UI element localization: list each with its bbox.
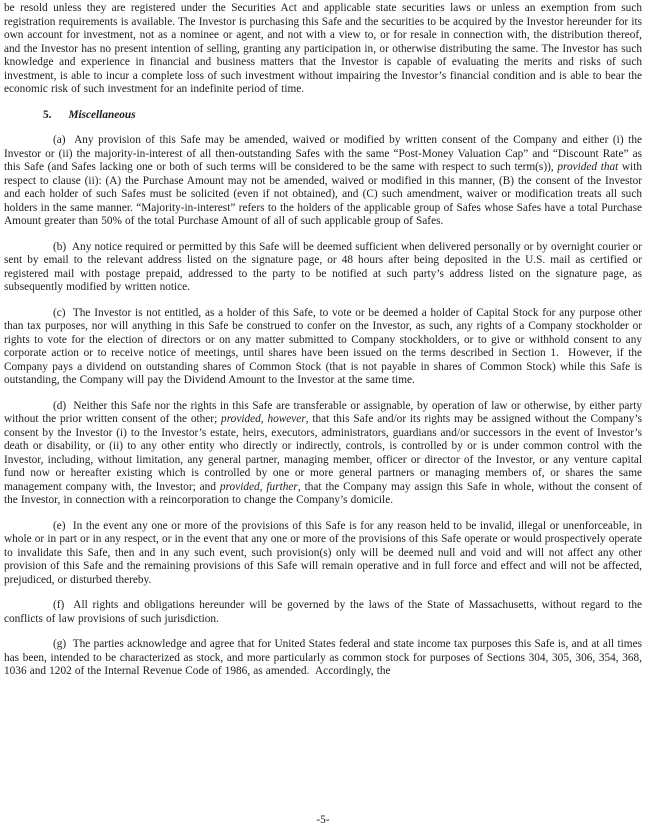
clause-f-governing-law: [4, 599, 642, 626]
text-run: (d) Neither this Safe nor the rights in this Safe are transferable or assignable, by operation of law or otherwise, by either party without the prior written consent of the other;: [4, 399, 642, 425]
clause-c-voting-rights: [4, 307, 642, 388]
text-run: (f) All rights and obligations hereunder will be governed by the laws of the State of Massachusetts, without regard to the conflicts of law provisions of such jurisdiction.: [4, 599, 642, 625]
text-run: , that the Company may assign this Safe in whole, without the consent of the Investor, in connection with a reincorporation to change the Company’s domicile.: [4, 480, 643, 506]
clause-g-tax-treatment: [4, 638, 642, 679]
text-run: Miscellaneous: [68, 108, 136, 121]
text-run: (e) In the event any one or more of the provisions of this Safe is for any reason held to be invalid, illegal or unenforceable, in whole or in part or in any respect, or in the event that any one or more of the provisions of this Safe operate or would prospectively operate to invalidate this Safe, then and in any such event, such provision(s) only will be deemed null and void and will not affect any other provision of this Safe and the remaining provisions of this Safe will remain operative and in full force and effect and will not be affected, prejudiced, or disturbed thereby.: [4, 519, 642, 586]
page-number: -5-: [316, 813, 330, 826]
text-run: provided that: [557, 161, 619, 173]
text-run: (b) Any notice required or permitted by this Safe will be deemed sufficient when delivered personally or by overnight courier or sent by email to the relevant address listed on the signature page, or 48 hours after being deposited in the U.S. mail as certified or registered mail with postage prepaid, addressed to the party to be notified at such party’s address listed on the signature page, as subsequently modified by written notice.: [4, 240, 642, 293]
text-run: (a) Any provision of this Safe may be amended, waived or modified by written consent of the Company and either (i) the Investor or (ii) the majority-in-interest of all then-outstanding Safes with the same “Post-Money Valuation Cap” and “Discount Rate” as this Safe (and Safes lacking one or both of such terms will be considered to be the same with respect to such term(s)),: [4, 134, 642, 173]
text-run: with respect to clause (ii): (A) the Purchase Amount may not be amended, waived or modified in this manner, (B) the consent of the Investor and each holder of such Safes must be solicited (even if not obtained), and (C) such amendment, waiver or modification treats all such holders in the same manner. “Majority-in-interest” refers to the holders of the applicable group of Safes whose Safes have a total Purchase Amount greater than 50% of the total Purchase Amount of all of such applicable group of Safes.: [4, 161, 642, 227]
text-run: , that this Safe and/or its rights may be assigned without the Company’s consent by the Investor (i) to the Investor’s estate, heirs, executors, administrators, guardians and/or successors in the event of Investor’s death or disability, or (ii) to any other entity who directly or indirectly, controls, is controlled by or is under common control with the Investor, including, without limitation, any general partner, managing member, officer or director of the Investor, or any venture capital fund now or hereafter existing which is controlled by one or more general partners or managing members of, or shares the same management company with, the Investor; and: [4, 413, 642, 493]
text-run: be resold unless they are registered under the Securities Act and applicable state securities laws or unless an exemption from such registration requirements is available. The Investor is purchasing this Safe and the securities to be acquired by the Investor hereunder for its own account for investment, not as a nominee or agent, and not with a view to, or for resale in connection with, the distribution thereof, and the Investor has no present intention of selling, granting any participation in, or otherwise distributing the same. The Investor has such knowledge and experience in financial and business matters that the Investor is capable of evaluating the merits and risks of such investment, is able to incur a complete loss of such investment without impairing the Investor’s financial condition and is able to bear the economic risk of such investment for an indefinite period of time.: [4, 2, 642, 95]
text-run: (c) The Investor is not entitled, as a holder of this Safe, to vote or be deemed a holder of Capital Stock for any purpose other than tax purposes, nor will anything in this Safe be construed to confer on the Investor, as such, any rights of a Company stockholder or rights to vote for the election of directors or on any matter submitted to Company stockholders, or to give or withhold consent to any corporate action or to receive notice of meetings, until shares have been issued on the terms described in Section 1. However, if the Company pays a dividend on outstanding shares of Common Stock (that is not payable in shares of Common Stock) while this Safe is outstanding, the Company will pay the Dividend Amount to the Investor at the same time.: [4, 306, 642, 386]
text-run: provided, further: [219, 480, 298, 493]
clause-b-notice: [4, 241, 642, 295]
text-run: (g) The parties acknowledge and agree that for United States federal and state income tax purposes this Safe is, and at all times has been, intended to be characterized as stock, and more particularly as common stock for purposes of Sections 304, 305, 306, 354, 368, 1036 and 1202 of the Internal Revenue Code of 1986, as amended. Accordingly, the: [4, 638, 642, 677]
clause-d-transferability: [4, 400, 642, 508]
text-run: provided, however: [221, 413, 306, 425]
paragraph-securities-continuation: [4, 2, 642, 97]
clause-e-severability: [4, 520, 642, 588]
text-run: [51, 109, 68, 121]
section-heading-miscellaneous: [4, 109, 642, 123]
clause-a-amendment: [4, 134, 642, 229]
text-run: 5.: [43, 108, 52, 121]
